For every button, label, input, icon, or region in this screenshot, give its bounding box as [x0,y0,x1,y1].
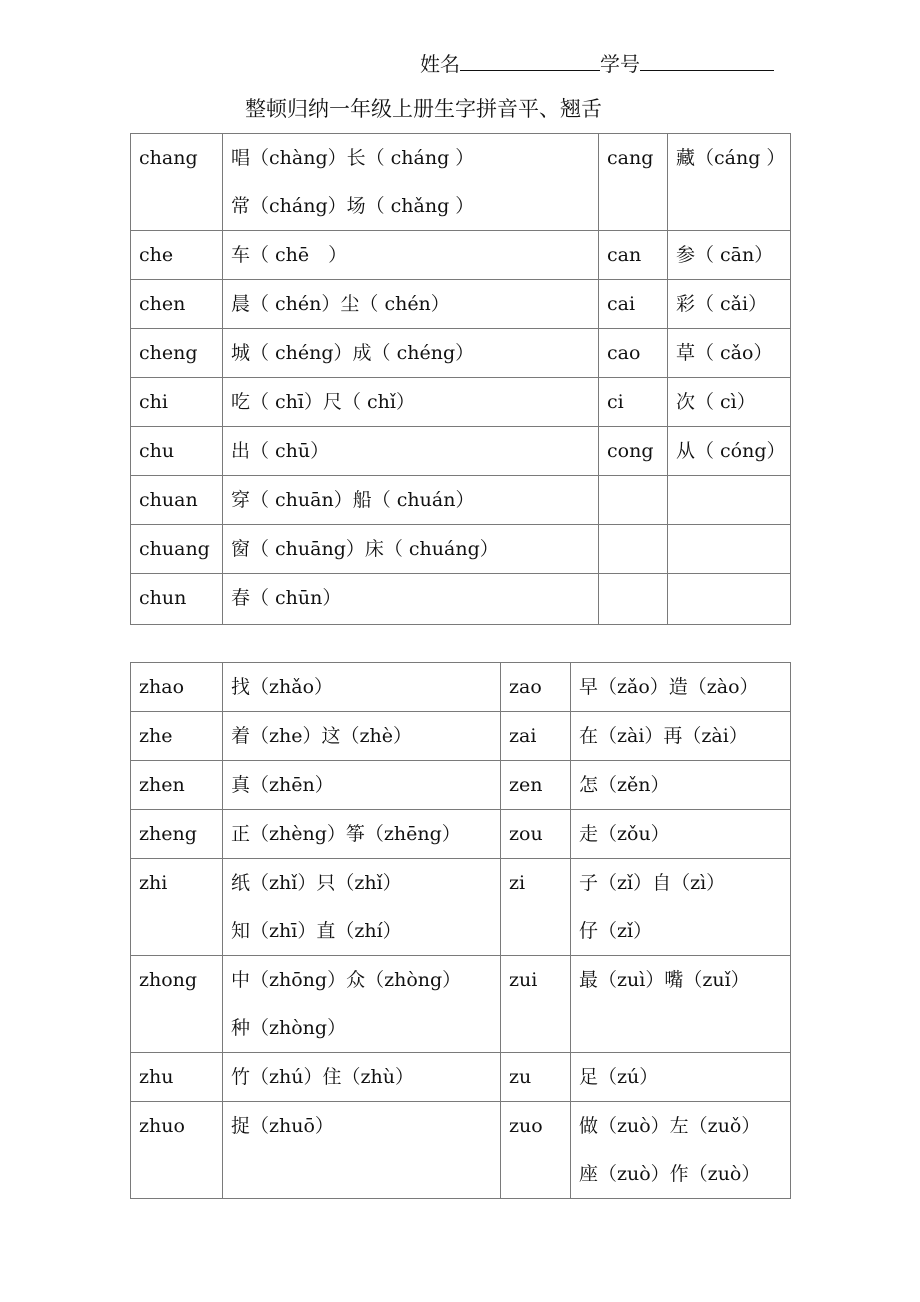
cell-text: 常（cháng）场（ chǎng ） [231,195,475,217]
cell-text: 出（ chū） [231,440,330,462]
table-row [131,231,791,280]
cell-text: 足（zú） [579,1066,659,1088]
cell-text: 竹（zhú）住（zhù） [231,1066,414,1088]
right-characters-cell [571,761,791,810]
table-row [131,134,791,231]
right-characters-cell [668,476,791,525]
left-syllable-cell [131,859,223,956]
left-characters-cell [223,761,501,810]
table-row [131,663,791,712]
left-characters-cell [223,810,501,859]
right-syllable-cell [501,956,571,1053]
name-field[interactable] [460,50,600,71]
table-row [131,810,791,859]
cell-text: zhen [139,774,185,796]
cell-text: 最（zuì）嘴（zuǐ） [579,969,750,991]
left-syllable-cell [131,663,223,712]
cell-text: chun [139,587,187,609]
ch-c-table [130,133,791,625]
table-row [131,712,791,761]
table-row [131,329,791,378]
right-characters-cell [571,712,791,761]
left-characters-cell [223,329,599,378]
cell-text: che [139,244,174,266]
left-syllable-cell [131,956,223,1053]
right-syllable-cell [599,525,668,574]
student-id-field[interactable] [640,50,774,71]
cell-text: 彩（ cǎi） [676,293,768,315]
cell-text [607,584,667,612]
right-characters-cell [668,378,791,427]
student-id-label: 学号 [600,52,640,76]
right-characters-cell [668,329,791,378]
table-row [131,574,791,625]
left-syllable-cell [131,134,223,231]
cell-text: zhao [139,676,185,698]
cell-text: zou [509,823,543,845]
left-characters-cell [223,956,501,1053]
cell-text: chang [139,147,198,169]
zh-z-table [130,662,791,1199]
cell-text: 次（ cì） [676,391,756,413]
right-syllable-cell [599,574,668,625]
right-syllable-cell [599,378,668,427]
right-characters-cell [668,134,791,231]
cell-text: zu [509,1066,532,1088]
right-syllable-cell [501,1053,571,1102]
left-syllable-cell [131,329,223,378]
left-characters-cell [223,378,599,427]
right-characters-cell [571,1102,791,1199]
right-syllable-cell [599,134,668,231]
left-characters-cell [223,134,599,231]
cell-text: zuo [509,1115,543,1137]
cell-text: 草（ cǎo） [676,342,773,364]
right-syllable-cell [599,476,668,525]
cell-text: 正（zhèng）筝（zhēng） [231,823,461,845]
left-characters-cell [223,476,599,525]
right-syllable-cell [599,329,668,378]
cell-text: 从（ cóng） [676,440,786,462]
table-row [131,525,791,574]
cell-text [607,486,667,514]
cell-text: 吃（ chī）尺（ chǐ） [231,391,415,413]
cell-text: can [607,244,642,266]
cell-text: 车（ chē ） [231,244,348,266]
right-characters-cell [571,1053,791,1102]
left-characters-cell [223,574,599,625]
left-characters-cell [223,859,501,956]
cell-text: cong [607,440,654,462]
right-characters-cell [571,663,791,712]
right-characters-cell [668,574,791,625]
left-syllable-cell [131,427,223,476]
cell-text: 走（zǒu） [579,823,670,845]
cell-text: chen [139,293,186,315]
right-syllable-cell [501,663,571,712]
cell-text: zen [509,774,543,796]
cell-text: cao [607,342,641,364]
left-characters-cell [223,663,501,712]
cell-text: chu [139,440,175,462]
table-row [131,427,791,476]
cell-text: zhuo [139,1115,185,1137]
cell-text: 春（ chūn） [231,587,342,609]
name-id-line [420,50,774,78]
table-row [131,761,791,810]
cell-text: 早（zǎo）造（zào） [579,676,759,698]
cell-text: 唱（chàng）长（ cháng ） [231,147,475,169]
cell-text: 纸（zhǐ）只（zhǐ） [231,872,402,894]
table-row [131,1102,791,1199]
cell-text: cheng [139,342,198,364]
cell-text: cang [607,147,654,169]
cell-text: zao [509,676,542,698]
cell-text: 怎（zěn） [579,774,670,796]
right-characters-cell [668,427,791,476]
cell-text: chi [139,391,168,413]
right-characters-cell [571,956,791,1053]
cell-text: 城（ chéng）成（ chéng） [231,342,475,364]
cell-text: 着（zhe）这（zhè） [231,725,412,747]
left-characters-cell [223,1102,501,1199]
right-syllable-cell [599,427,668,476]
table-row [131,280,791,329]
cell-text: 种（zhòng） [231,1017,347,1039]
table-row [131,859,791,956]
cell-text: 藏（cáng ） [676,147,786,169]
left-syllable-cell [131,1102,223,1199]
cell-text: zi [509,872,526,894]
cell-text: 做（zuò）左（zuǒ） [579,1115,761,1137]
right-syllable-cell [501,712,571,761]
cell-text: 晨（ chén）尘（ chén） [231,293,450,315]
cell-text [607,535,667,563]
cell-text: zhong [139,969,198,991]
cell-text: 在（zài）再（zài） [579,725,748,747]
cell-text: 子（zǐ）自（zì） [579,872,726,894]
right-syllable-cell [501,859,571,956]
cell-text [676,486,790,514]
left-syllable-cell [131,1053,223,1102]
cell-text: 参（ cān） [676,244,774,266]
left-syllable-cell [131,280,223,329]
cell-text: cai [607,293,636,315]
right-syllable-cell [599,280,668,329]
cell-text [676,584,790,612]
left-syllable-cell [131,378,223,427]
cell-text: zhe [139,725,173,747]
cell-text: 窗（ chuāng）床（ chuáng） [231,538,499,560]
cell-text: 真（zhēn） [231,774,334,796]
table-row [131,378,791,427]
right-characters-cell [571,810,791,859]
left-characters-cell [223,427,599,476]
left-syllable-cell [131,476,223,525]
table-row [131,956,791,1053]
cell-text: 座（zuò）作（zuò） [579,1163,761,1185]
cell-text: ci [607,391,624,413]
cell-text [676,535,790,563]
right-characters-cell [668,280,791,329]
table-row [131,476,791,525]
right-syllable-cell [501,1102,571,1199]
right-characters-cell [668,231,791,280]
cell-text: zhu [139,1066,174,1088]
left-characters-cell [223,1053,501,1102]
cell-text: 知（zhī）直（zhí） [231,920,402,942]
cell-text: zai [509,725,537,747]
left-syllable-cell [131,761,223,810]
left-syllable-cell [131,712,223,761]
page-title: 整顿归纳一年级上册生字拼音平、翘舌 [245,97,602,121]
left-syllable-cell [131,574,223,625]
right-syllable-cell [599,231,668,280]
table-row [131,1053,791,1102]
cell-text: zui [509,969,538,991]
left-characters-cell [223,231,599,280]
cell-text: 仔（zǐ） [579,920,653,942]
left-characters-cell [223,280,599,329]
right-characters-cell [571,859,791,956]
right-syllable-cell [501,761,571,810]
right-syllable-cell [501,810,571,859]
cell-text: 中（zhōng）众（zhòng） [231,969,462,991]
left-syllable-cell [131,525,223,574]
cell-text: zheng [139,823,197,845]
cell-text: chuang [139,538,210,560]
left-characters-cell [223,712,501,761]
cell-text: 捉（zhuō） [231,1115,334,1137]
left-syllable-cell [131,810,223,859]
cell-text: chuan [139,489,198,511]
right-characters-cell [668,525,791,574]
cell-text: 穿（ chuān）船（ chuán） [231,489,475,511]
left-syllable-cell [131,231,223,280]
cell-text: 找（zhǎo） [231,676,334,698]
cell-text: zhi [139,872,168,894]
left-characters-cell [223,525,599,574]
name-label: 姓名 [420,52,460,76]
